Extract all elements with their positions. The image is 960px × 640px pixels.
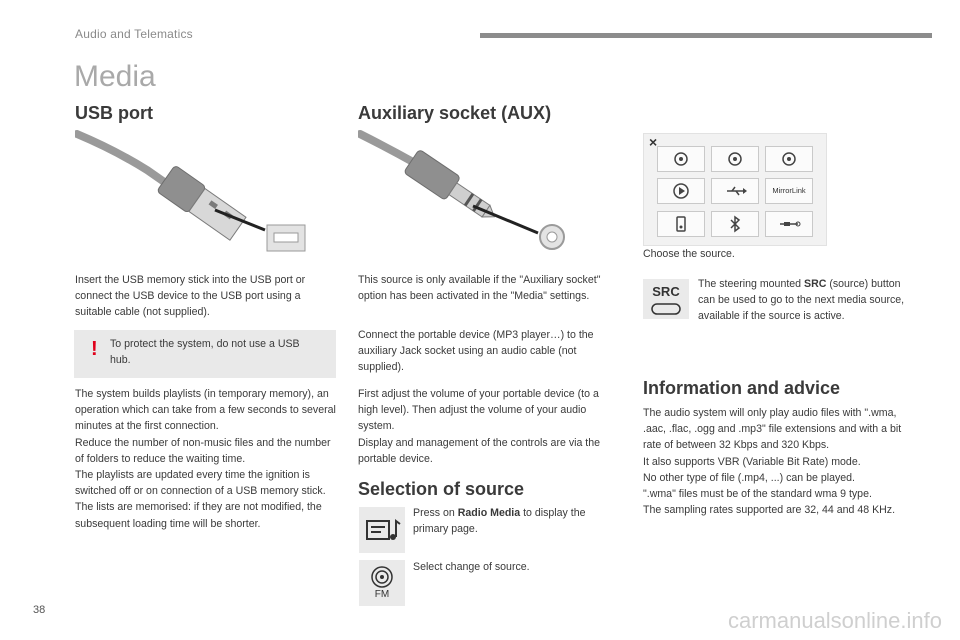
jack-plug-illustration: [358, 130, 588, 255]
radio-dial-icon: [658, 147, 704, 171]
usb-instruction-text: Insert the USB memory stick into the USB port or connect the USB device to the USB port using a suitable cable (not supplied).: [75, 274, 306, 319]
radio-media-label: Radio Media: [457, 507, 521, 519]
header-divider-bar: [480, 33, 932, 38]
aux-volume-line: Display and management of the controls are via the portable device.: [358, 436, 601, 465]
radio-media-icon: [359, 507, 405, 553]
change-source-button[interactable]: [359, 560, 405, 606]
aux-volume-text: [358, 386, 620, 467]
radio-dial-icon: [766, 147, 812, 171]
usb-playlist-line: The playlists are updated every time the ignition is switched off or on connection of a USB memory stick. The lists are memorised: if they are not modified, the subsequent loading time will be shorter.: [75, 469, 326, 530]
source-button-bluetooth[interactable]: [711, 211, 759, 237]
aux-jack-icon: [766, 212, 812, 236]
source-button-aux[interactable]: [765, 211, 813, 237]
info-line: The sampling rates supported are 32, 44 and 48 KHz.: [643, 504, 896, 517]
aux-volume-line: First adjust the volume of your portable device (to a high level). Then adjust the volume of your audio system.: [358, 388, 599, 433]
info-text: [643, 405, 913, 518]
source-button-radio-1[interactable]: [657, 146, 705, 172]
usb-heading: USB port: [75, 103, 153, 123]
info-line: It also supports VBR (Variable Bit Rate) mode.: [643, 455, 861, 468]
radio-media-text-prefix: Press on: [413, 507, 458, 519]
ipod-icon: [658, 212, 704, 236]
src-bold-label: SRC: [804, 278, 827, 290]
source-button-disc[interactable]: [657, 178, 705, 204]
info-line: No other type of file (.mp4, ...) can be played.: [643, 471, 855, 484]
radio-media-text-suffix: to display the primary page.: [413, 507, 586, 536]
change-source-text: Select change of source.: [413, 561, 530, 573]
info-heading: Information and advice: [643, 378, 841, 398]
section-header: Audio and Telematics: [75, 27, 193, 41]
selection-heading: Selection of source: [358, 479, 525, 499]
usb-icon: [712, 179, 758, 203]
aux-connect-text: Connect the portable device (MP3 player…) to the auxiliary Jack socket using an audio cable (not supplied).: [358, 329, 594, 374]
source-button-radio-2[interactable]: [711, 146, 759, 172]
info-line: ".wma" files must be of the standard wma 9 type.: [643, 488, 872, 501]
usb-warning-text: To protect the system, do not use a USB hub.: [110, 338, 300, 367]
src-steering-button[interactable]: [643, 279, 689, 319]
fm-radio-icon: [359, 560, 405, 590]
close-icon[interactable]: ×: [649, 134, 658, 150]
mirrorlink-label: MirrorLink: [772, 186, 806, 195]
src-description: [698, 276, 908, 325]
page-number: 38: [33, 604, 46, 616]
radio-media-button[interactable]: [359, 507, 405, 553]
page-title: Media: [74, 60, 156, 93]
src-text-suffix: (source) button can be used to go to the next media source, available if the source is active.: [698, 278, 905, 323]
watermark: carmanualsonline.info: [727, 608, 942, 633]
source-button-mirrorlink[interactable]: [765, 178, 813, 204]
aux-availability-text: This source is only available if the "Auxiliary socket" option has been activated in the "Media" settings.: [358, 274, 601, 303]
radio-media-text: [413, 505, 623, 537]
aux-heading: Auxiliary socket (AUX): [358, 103, 552, 123]
source-button-usb[interactable]: [711, 178, 759, 204]
radio-dial-icon: [712, 147, 758, 171]
fm-label: FM: [374, 589, 390, 600]
usb-playlist-line: Reduce the number of non-music files and the number of folders to reduce the waiting time.: [75, 436, 331, 465]
source-selection-panel: [643, 133, 827, 246]
warning-icon: !: [91, 338, 98, 360]
usb-playlist-line: The system builds playlists (in temporary memory), an operation which can take from a few seconds to several minutes at the first connection.: [75, 388, 336, 433]
usb-plug-illustration: [75, 130, 315, 255]
source-panel-caption: Choose the source.: [643, 248, 735, 260]
src-badge-label: SRC: [652, 284, 680, 299]
info-line: The audio system will only play audio files with ".wma, .aac, .flac, .ogg and .mp3" file extensions and with a bit rate of between 32 Kbps and 320 Kbps.: [643, 407, 902, 452]
steering-button-icon: [651, 303, 681, 315]
src-text-prefix: The steering mounted: [698, 278, 804, 290]
source-button-ipod[interactable]: [657, 211, 705, 237]
disc-play-icon: [658, 179, 704, 203]
usb-playlist-text: [75, 386, 337, 532]
bluetooth-icon: [712, 212, 758, 236]
source-button-radio-3[interactable]: [765, 146, 813, 172]
